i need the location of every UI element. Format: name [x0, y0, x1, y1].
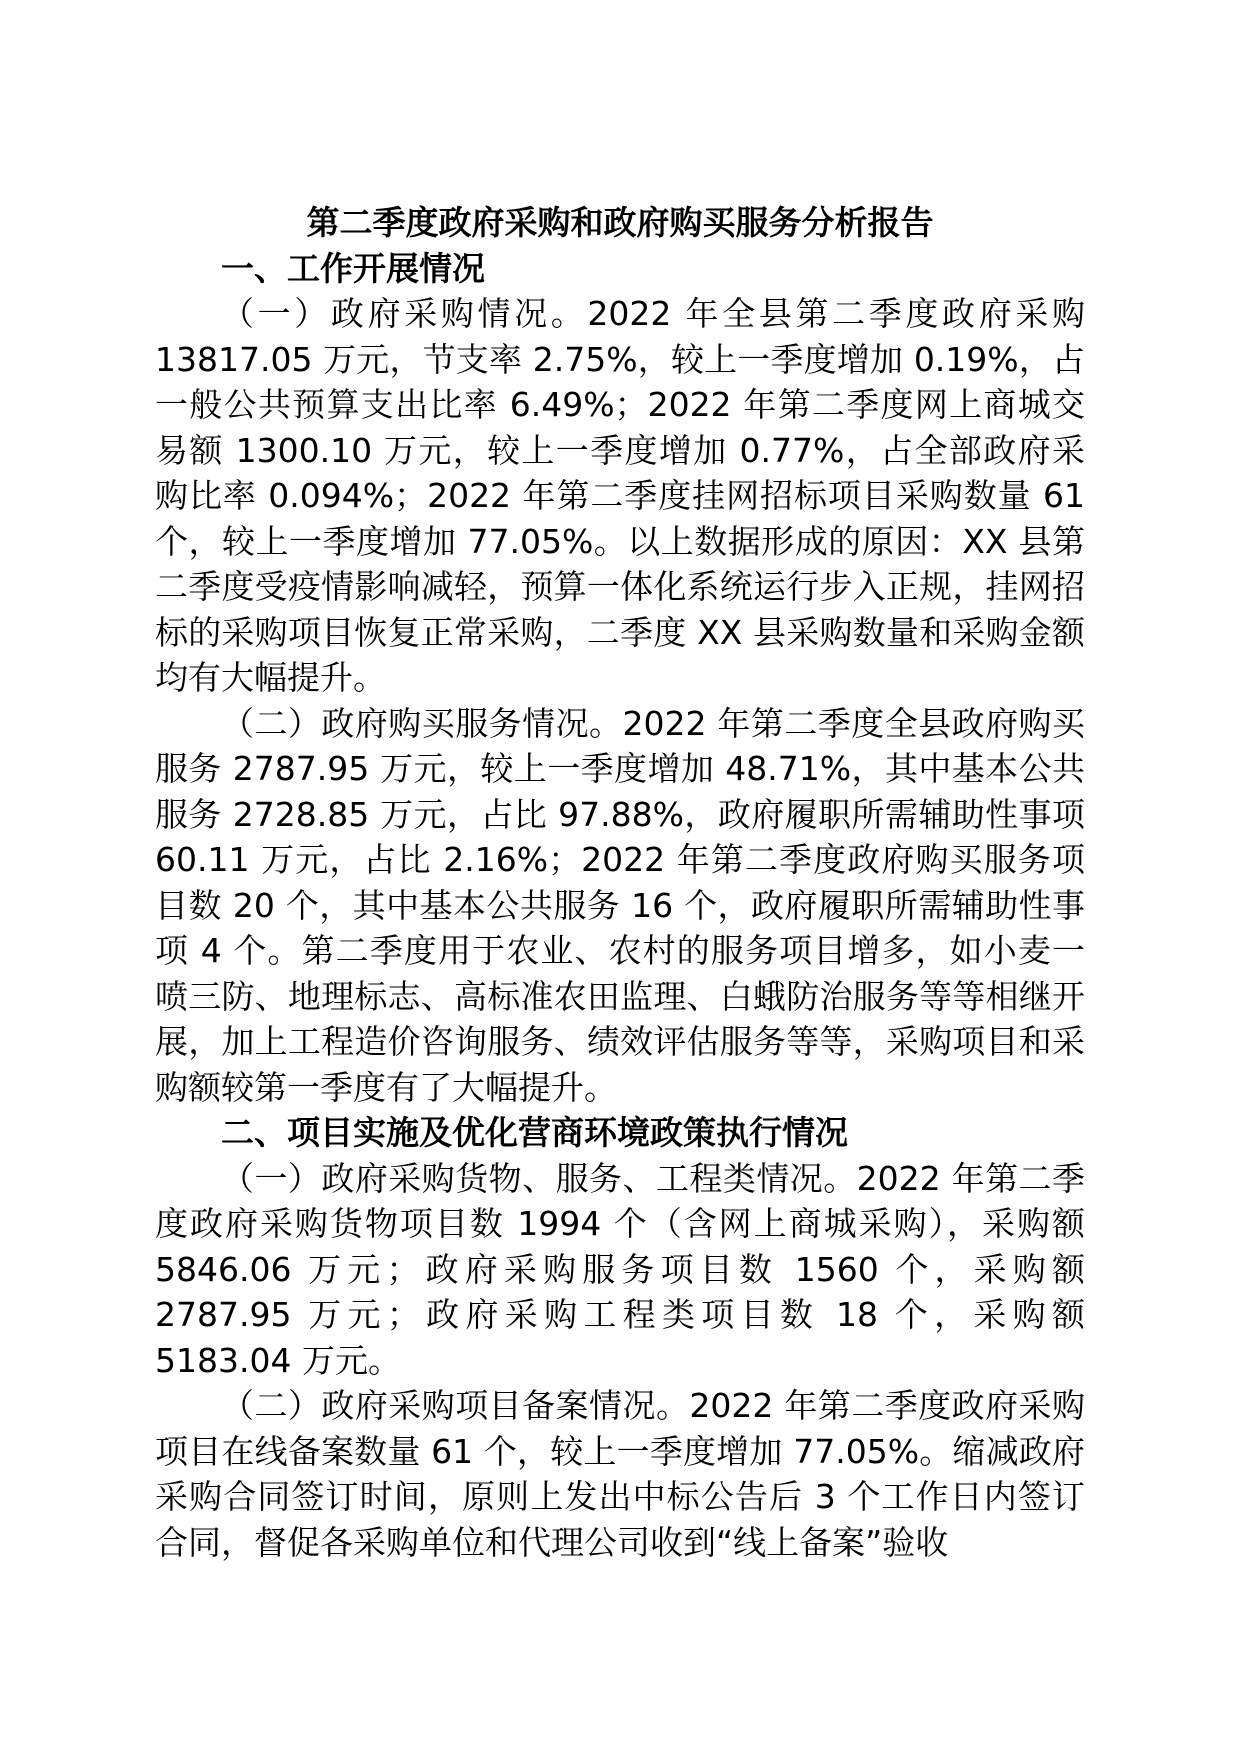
paragraph-service-purchase: （二）政府购买服务情况。2022 年第二季度全县政府购买服务 2787.95 万元，较上一季度增加 48.71%，其中基本公共服务 2728.85 万元，占比 97.88%，政府履职所需辅助性事项 60.11 万元，占比 2.16%；2022 年第二季度政府购买服务项目数 20 个，其中基本公共服务 16 个，政府履职所需辅助性事项 4 个。第二季度用于农业、农村的服务项目增多，如小麦一喷三防、地理标志、高标准农田监理、白蛾防治服务等等相继开展，加上工程造价咨询服务、绩效评估服务等等，采购项目和采购额较第一季度有了大幅提升。: [155, 703, 1085, 1107]
paragraph-filing: （二）政府采购项目备案情况。2022 年第二季度政府采购项目在线备案数量 61 个，较上一季度增加 77.05%。缩减政府采购合同签订时间，原则上发出中标公告后 3 个工作日内签订合同，督促各采购单位和代理公司收到“线上备案”验收: [155, 1386, 1085, 1562]
section-project-implementation: [155, 1110, 1085, 1565]
document-title: 第二季度政府采购和政府购买服务分析报告: [306, 203, 934, 242]
document-body: [155, 200, 1085, 1565]
paragraph-procurement: （一）政府采购情况。2022 年全县第二季度政府采购 13817.05 万元，节支率 2.75%，较上一季度增加 0.19%，占一般公共预算支出比率 6.49%；2022 年第二季度网上商城交易额 1300.10 万元，较上一季度增加 0.77%，占全部政府采购比率 0.094%；2022 年第二季度挂网招标项目采购数量 61 个，较上一季度增加 77.05%。以上数据形成的原因：XX 县第二季度受疫情影响减轻，预算一体化系统运行步入正规，挂网招标的采购项目恢复正常采购，二季度 XX 县采购数量和采购金额均有大幅提升。: [155, 294, 1085, 697]
paragraph-goods-services-works: （一）政府采购货物、服务、工程类情况。2022 年第二季度政府采购货物项目数 1994 个（含网上商城采购），采购额 5846.06 万元；政府采购服务项目数 1560 个，采购额 2787.95 万元；政府采购工程类项目数 18 个，采购额 5183.04 万元。: [155, 1158, 1085, 1380]
section-heading: 一、工作开展情况: [221, 248, 485, 288]
section-heading: 二、项目实施及优化营商环境政策执行情况: [221, 1113, 848, 1152]
section-work-progress: [155, 246, 1085, 1111]
